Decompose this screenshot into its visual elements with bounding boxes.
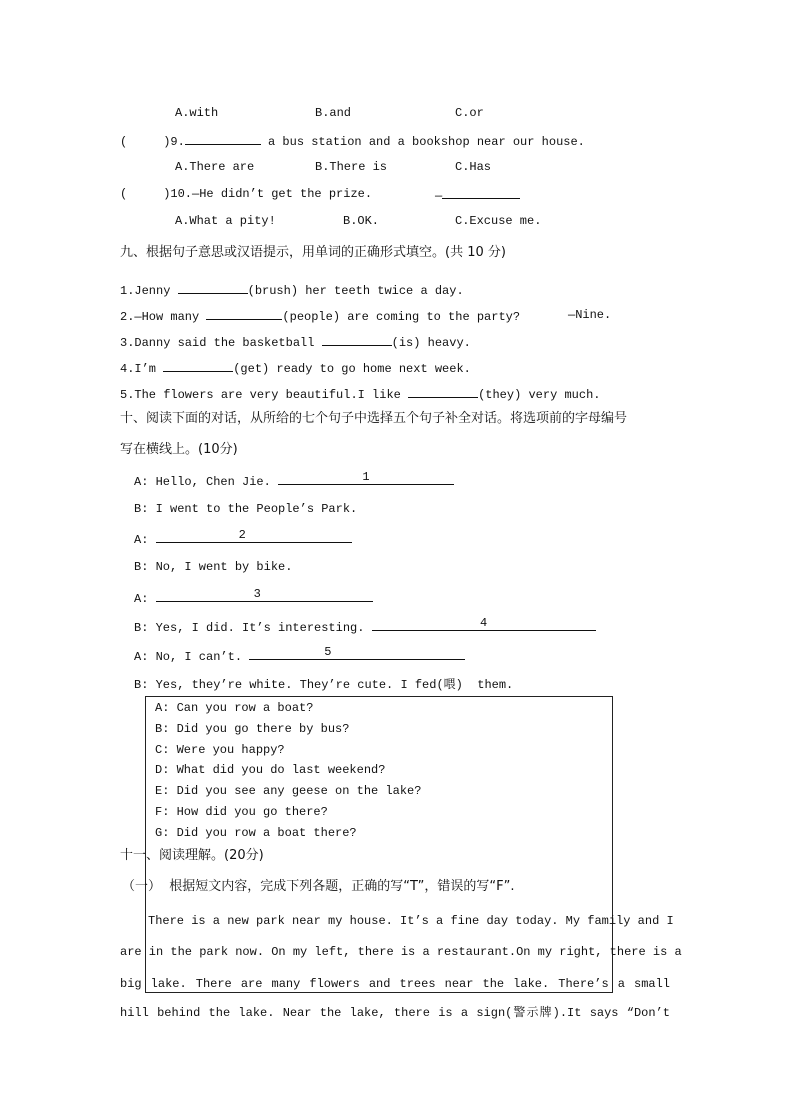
passage-line-4: hill behind the lake. Near the lake, there is a sign(警示牌).It says “Don’t: [120, 1006, 670, 1020]
option-a: A: Can you row a boat?: [155, 701, 314, 715]
section-11-sub-heading: （一） 根据短文内容，完成下列各题，正确的写“T”，错误的写“F”.: [122, 879, 515, 894]
section-10-heading-line2: 写在横线上。(10分): [120, 442, 238, 457]
passage-line-1: There is a new park near my house. It’s a fine day today. My family and I: [148, 914, 674, 928]
q10-answer-blank[interactable]: [442, 186, 520, 199]
section-10-heading-line1: 十、阅读下面的对话，从所给的七个句子中选择五个句子补全对话。将选项前的字母编号: [120, 411, 628, 426]
q10-stem: ( )10.—He didn’t get the prize.: [120, 187, 373, 201]
sec9-item-2: 2.—How many (people) are coming to the party?: [120, 307, 520, 325]
option-d: D: What did you do last weekend?: [155, 763, 386, 777]
option-c: C: Were you happy?: [155, 743, 285, 757]
q8-option-b: B.and: [315, 106, 352, 120]
dialog-blank-3[interactable]: 3: [156, 589, 373, 602]
sec9-item-1: 1.Jenny (brush) her teeth twice a day.: [120, 281, 464, 299]
q9-stem: ( )9. a bus station and a bookshop near our house.: [120, 132, 585, 150]
option-g: G: Did you row a boat there?: [155, 826, 357, 840]
dialog-line-3: A: 2: [134, 530, 352, 548]
option-f: F: How did you go there?: [155, 805, 328, 819]
dialog-blank-5[interactable]: 5: [249, 647, 465, 660]
sec9-item-3: 3.Danny said the basketball (is) heavy.: [120, 333, 471, 351]
sec9-blank-5[interactable]: [408, 385, 478, 398]
dialog-line-6: B: Yes, I did. It’s interesting. 4: [134, 618, 596, 636]
sec9-blank-2[interactable]: [206, 307, 282, 320]
q10-option-a: A.What a pity!: [175, 214, 276, 228]
sec9-blank-4[interactable]: [163, 359, 233, 372]
passage-line-3: big lake. There are many flowers and trees near the lake. There’s a small: [120, 977, 670, 991]
section-11-heading: 十一、阅读理解。(20分): [120, 848, 264, 863]
q9-option-a: A.There are: [175, 160, 255, 174]
sec9-item-2-answer: —Nine.: [568, 308, 612, 322]
dialog-blank-1[interactable]: 1: [278, 472, 454, 485]
sec9-item-4: 4.I’m (get) ready to go home next week.: [120, 359, 471, 377]
option-b: B: Did you go there by bus?: [155, 722, 350, 736]
sec9-blank-1[interactable]: [178, 281, 248, 294]
dialog-line-4: B: No, I went by bike.: [134, 560, 293, 574]
q9-option-c: C.Has: [455, 160, 492, 174]
option-e: E: Did you see any geese on the lake?: [155, 784, 422, 798]
dialog-line-8: B: Yes, they’re white. They’re cute. I fed(喂) them.: [134, 678, 514, 692]
q8-option-c: C.or: [455, 106, 484, 120]
section-9-heading: 九、根据句子意思或汉语提示，用单词的正确形式填空。(共 10 分): [120, 245, 506, 260]
passage-line-2: are in the park now. On my left, there is a restaurant.On my right, there is a: [120, 945, 682, 959]
q9-option-b: B.There is: [315, 160, 388, 174]
dialog-blank-2[interactable]: 2: [156, 530, 352, 543]
dialog-line-5: A: 3: [134, 589, 373, 607]
q10-option-b: B.OK.: [343, 214, 380, 228]
q8-option-a: A.with: [175, 106, 219, 120]
dialog-line-2: B: I went to the People’s Park.: [134, 502, 358, 516]
q10-option-c: C.Excuse me.: [455, 214, 542, 228]
q9-answer-blank[interactable]: [185, 132, 261, 145]
sec9-item-5: 5.The flowers are very beautiful.I like (they) very much.: [120, 385, 600, 403]
dialog-blank-4[interactable]: 4: [372, 618, 596, 631]
dialog-line-1: A: Hello, Chen Jie. 1: [134, 472, 454, 490]
q10-reply: —: [435, 186, 520, 204]
sec9-blank-3[interactable]: [322, 333, 392, 346]
dialog-line-7: A: No, I can’t. 5: [134, 647, 465, 665]
